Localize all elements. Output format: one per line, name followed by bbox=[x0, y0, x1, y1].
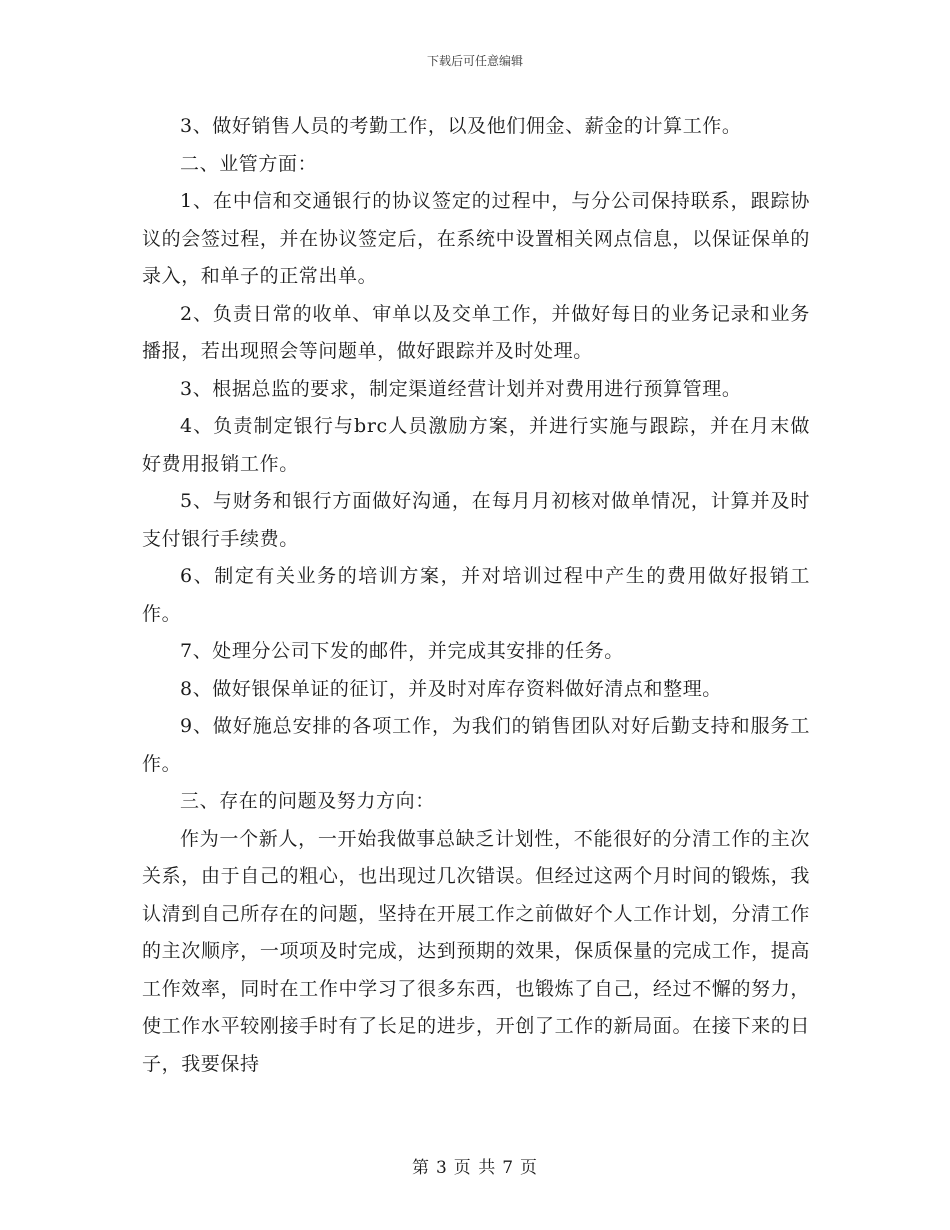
page-number: 3 bbox=[435, 1158, 448, 1178]
paragraph-inventory: 8、做好银保单证的征订，并及时对库存资料做好清点和整理。 bbox=[180, 677, 722, 700]
paragraph-daily-orders: 2、负责日常的收单、审单以及交单工作，并做好每日的业务记录和业务播报，若出现照会等问题单，做好跟踪并及时处理。 bbox=[142, 302, 810, 362]
paragraph-fees: 5、与财务和银行方面做好沟通，在每月月初核对做单情况，计算并及时支付银行手续费。 bbox=[142, 490, 810, 550]
paragraph-reflection: 作为一个新人，一开始我做事总缺乏计划性，不能很好的分清工作的主次关系，由于自己的粗心，也出现过几次错误。但经过这两个月时间的锻炼，我认清到自己所存在的问题，坚持在开展工作之前做好个人工作计划，分清工作的主次顺序，一项项及时完成，达到预期的效果，保质保量的完成工作，提高工作效率，同时在工作中学习了很多东西，也锻炼了自己，经过不懈的努力，使工作水平较刚接手时有了长足的进步，开创了工作的新局面。在接下来的日子，我要保持 bbox=[142, 827, 810, 1075]
footer-suffix: 页 bbox=[520, 1158, 539, 1178]
paragraph-commission: 3、做好销售人员的考勤工作，以及他们佣金、薪金的计算工作。 bbox=[180, 115, 742, 137]
section-heading-problems: 三、存在的问题及努力方向： bbox=[180, 790, 435, 812]
paragraph-support: 9、做好施总安排的各项工作，为我们的销售团队对好后勤支持和服务工作。 bbox=[142, 715, 810, 775]
footer-middle: 页 共 bbox=[453, 1158, 497, 1178]
section-heading-business-management: 二、业管方面： bbox=[180, 152, 318, 175]
paragraph-budget: 3、根据总监的要求，制定渠道经营计划并对费用进行预算管理。 bbox=[180, 377, 742, 400]
paragraph-emails: 7、处理分公司下发的邮件，并完成其安排的任务。 bbox=[180, 640, 624, 662]
document-body bbox=[142, 108, 810, 1083]
page-footer bbox=[0, 1153, 950, 1178]
page-header: 下载后可任意编辑 bbox=[426, 54, 523, 68]
paragraph-training: 6、制定有关业务的培训方案，并对培训过程中产生的费用做好报销工作。 bbox=[142, 565, 810, 625]
paragraph-incentive: 4、负责制定银行与brc人员激励方案，并进行实施与跟踪，并在月末做好费用报销工作。 bbox=[142, 415, 810, 475]
footer-prefix: 第 bbox=[411, 1158, 430, 1178]
paragraph-agreement: 1、在中信和交通银行的协议签定的过程中，与分公司保持联系，跟踪协议的会签过程，并在协议签定后，在系统中设置相关网点信息，以保证保单的录入，和单子的正常出单。 bbox=[142, 190, 810, 287]
total-pages: 7 bbox=[502, 1158, 515, 1178]
